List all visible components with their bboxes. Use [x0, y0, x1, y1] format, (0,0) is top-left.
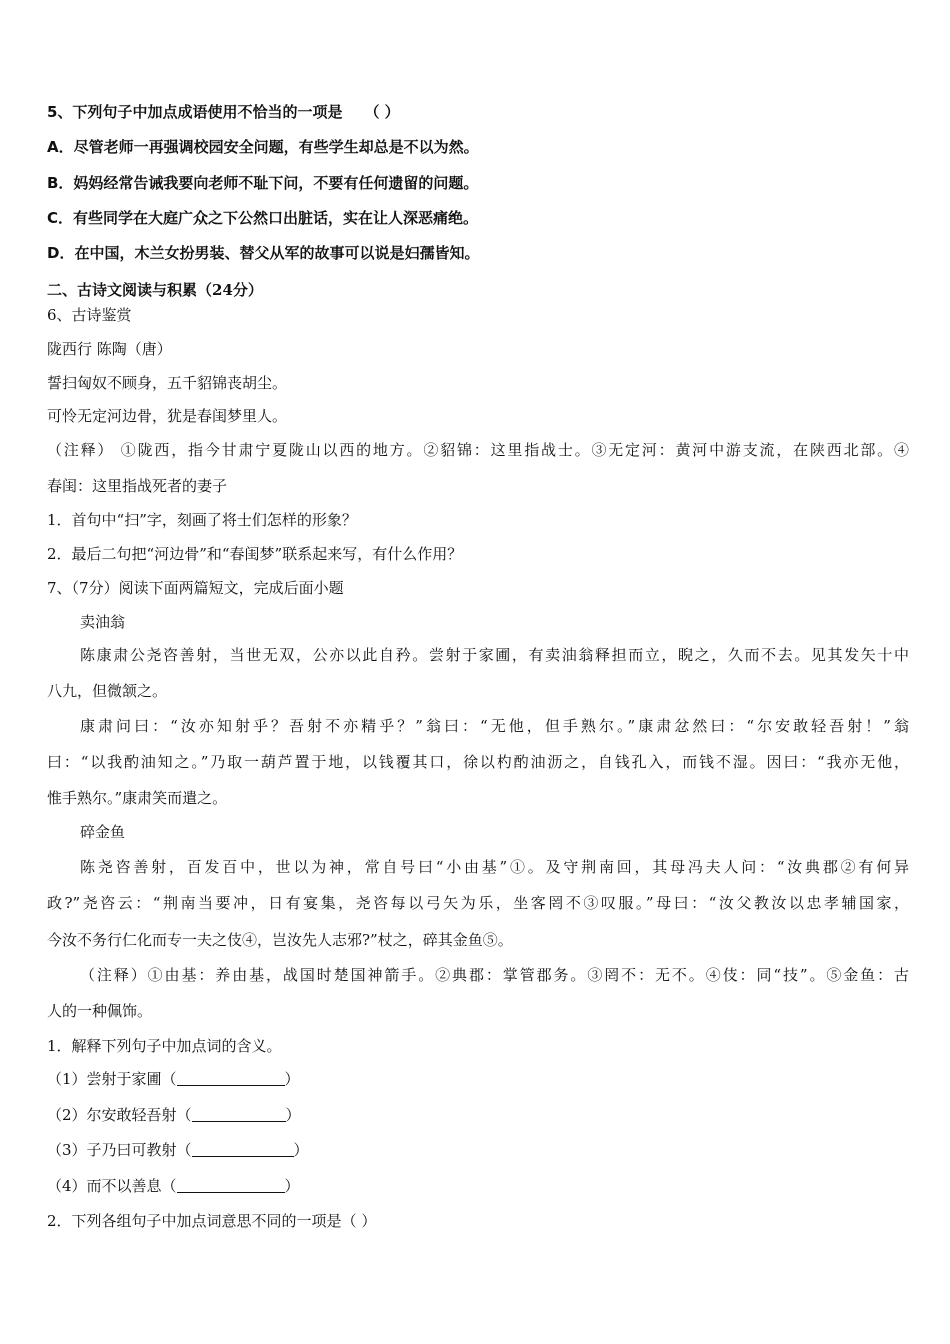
- q5-answer-paren: （ ）: [364, 103, 400, 121]
- item-1-close: ）: [284, 1070, 300, 1088]
- text1-para1-line2: 八九，但微颔之。: [47, 682, 168, 700]
- q7-title: 7、（7分）阅读下面两篇短文，完成后面小题: [47, 579, 344, 597]
- text2-line1: 陈尧咨善射，百发百中，世以为神，常自号曰“小由基”①。及守荆南回，其母冯夫人问：“汝典郡②有何异: [80, 858, 909, 876]
- text1-para2-line1: 康肃问曰：“汝亦知射乎？吾射不亦精乎？”翁曰：“无他，但手熟尔。”康肃忿然曰：“尔安敢轻吾射！”翁: [80, 717, 909, 735]
- item-4-close: ）: [284, 1177, 300, 1195]
- answer-blank-1[interactable]: [177, 1071, 285, 1086]
- q6-question-2: 2．最后二句把“河边骨”和“春闺梦”联系起来写，有什么作用？: [47, 545, 463, 563]
- text2-note-line2: 人的一种佩饰。: [47, 1002, 153, 1020]
- poem-title: 陇西行 陈陶（唐）: [47, 340, 172, 358]
- q5-title-text: 5、下列句子中加点成语使用不恰当的一项是: [47, 103, 343, 121]
- text1-para2-line3: 惟手熟尔。”康肃笑而遣之。: [47, 789, 228, 807]
- q6-title: 6、古诗鉴赏: [47, 306, 132, 324]
- item-2-text: （2）尔安敢轻吾射（: [47, 1106, 192, 1124]
- item-4-text: （4）而不以善息（: [47, 1177, 177, 1195]
- q5-option-a: A．尽管老师一再强调校园安全问题，有些学生却总是不以为然。: [47, 138, 479, 156]
- item-3-close: ）: [293, 1141, 309, 1159]
- text2-title: 碎金鱼: [80, 823, 126, 841]
- q5-option-d: D．在中国，木兰女扮男装、替父从军的故事可以说是妇孺皆知。: [47, 244, 480, 262]
- text1-title: 卖油翁: [80, 613, 126, 631]
- q6-question-1: 1．首句中“扫”字，刻画了将士们怎样的形象？: [47, 511, 357, 529]
- item-3-text: （3）子乃曰可教射（: [47, 1141, 192, 1159]
- text1-para2-line2: 曰：“以我酌油知之。”乃取一葫芦置于地，以钱覆其口，徐以杓酌油沥之，自钱孔入，而钱不湿。因曰：“我亦无他，: [47, 753, 909, 771]
- poem-line-1: 誓扫匈奴不顾身，五千貂锦丧胡尘。: [47, 374, 288, 392]
- q7-sub1-item-1: [47, 1069, 300, 1089]
- q5-option-c: C．有些同学在大庭广众之下公然口出脏话，实在让人深恶痛绝。: [47, 209, 479, 227]
- poem-note-line-1: （注释） ①陇西，指今甘肃宁夏陇山以西的地方。②貂锦：这里指战士。③无定河：黄河中游支流，在陕西北部。④: [47, 441, 909, 459]
- section-title: 二、古诗文阅读与积累（24分）: [47, 281, 263, 299]
- q7-sub1-title: 1．解释下列句子中加点词的含义。: [47, 1037, 282, 1055]
- q5-option-b: B．妈妈经常告诫我要向老师不耻下问，不要有任何遗留的问题。: [47, 174, 479, 192]
- answer-blank-3[interactable]: [192, 1142, 294, 1157]
- q7-sub2-title: 2．下列各组句子中加点词意思不同的一项是（ ）: [47, 1212, 377, 1230]
- item-1-text: （1）尝射于家圃（: [47, 1070, 177, 1088]
- text2-line3: 今汝不务行仁化而专一夫之伎④，岂汝先人志邪?”杖之，碎其金鱼⑤。: [47, 931, 513, 949]
- answer-blank-2[interactable]: [192, 1107, 286, 1122]
- item-2-close: ）: [285, 1106, 301, 1124]
- text2-note-line1: （注释）①由基：养由基，战国时楚国神箭手。②典郡：掌管郡务。③罔不：无不。④伎：同“技”。⑤金鱼：古: [80, 966, 909, 984]
- text1-para1-line1: 陈康肃公尧咨善射，当世无双，公亦以此自矜。尝射于家圃，有卖油翁释担而立，睨之，久而不去。见其发矢十中: [80, 646, 909, 664]
- q7-sub1-item-2: [47, 1105, 301, 1125]
- q7-sub1-item-4: [47, 1176, 300, 1196]
- q7-sub1-item-3: [47, 1140, 309, 1160]
- text2-line2: 政?”尧咨云：“荆南当要冲，日有宴集，尧咨每以弓矢为乐，坐客罔不③叹服。”母曰：“汝父教汝以忠孝辅国家，: [47, 894, 909, 912]
- answer-blank-4[interactable]: [177, 1178, 285, 1193]
- poem-note-line-2: 春闺：这里指战死者的妻子: [47, 477, 228, 495]
- q5-title: [47, 102, 400, 122]
- poem-line-2: 可怜无定河边骨，犹是春闺梦里人。: [47, 407, 288, 425]
